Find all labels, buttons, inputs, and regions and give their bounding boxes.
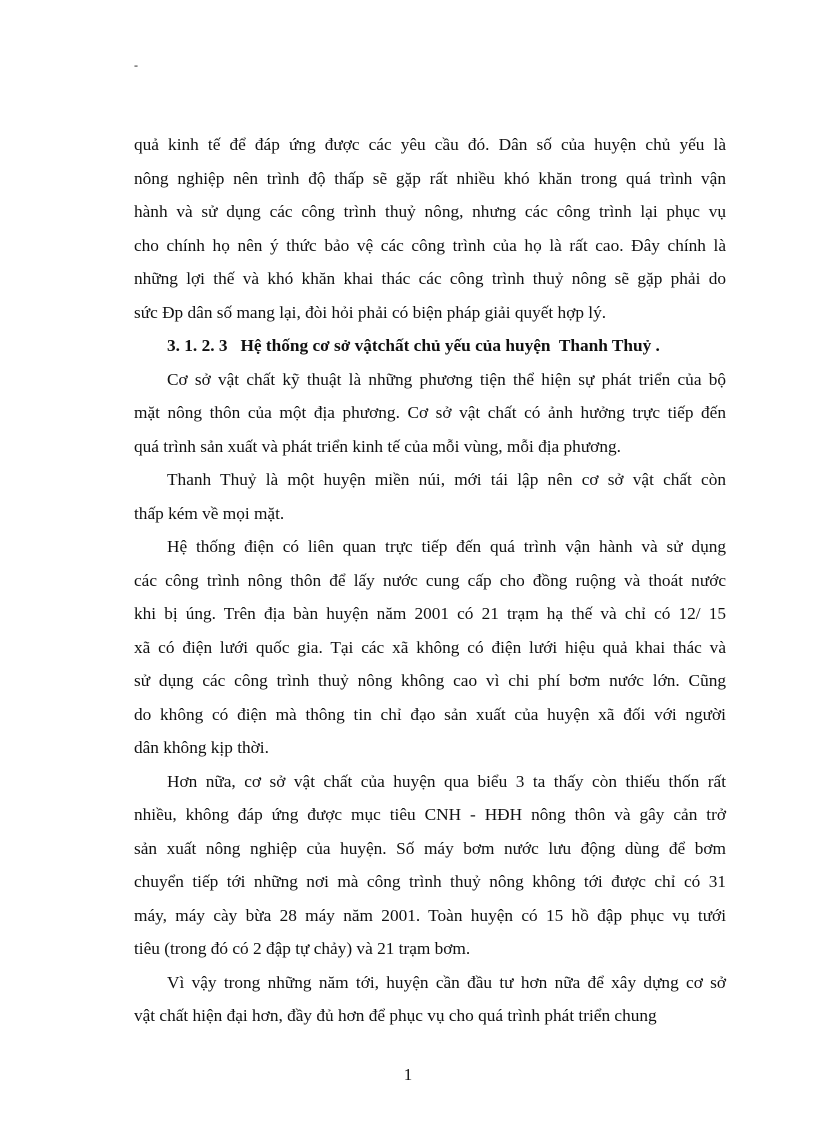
text-line: Hệ thống điện có liên quan trực tiếp đến quá trình vận hành và sử dụng bbox=[167, 537, 726, 556]
page-number: 1 bbox=[403, 1065, 413, 1084]
text-line: thấp kém về mọi mặt. bbox=[134, 503, 285, 523]
text-line: sản xuất nông nghiệp của huyện. Số máy bơm nước lưu động dùng để bơm bbox=[134, 838, 726, 858]
text-line: những lợi thế và khó khăn khai thác các công trình thuỷ nông sẽ gặp phải do bbox=[134, 269, 726, 288]
text-line: do không có điện mà thông tin chỉ đạo sản xuất của huyện xã đối với người bbox=[134, 704, 726, 724]
text-line: quả kinh tế để đáp ứng được các yêu cầu đó. Dân số của huyện chủ yếu là bbox=[134, 135, 726, 154]
section-heading: 3. 1. 2. 3 Hệ thống cơ sở vậtchất chủ yếu của huyện Thanh Thuỷ . bbox=[167, 336, 660, 355]
text-line: nông nghiệp nên trình độ thấp sẽ gặp rất nhiều khó khăn trong quá trình vận bbox=[134, 168, 726, 188]
text-line: dân không kịp thời. bbox=[134, 738, 269, 757]
text-line: sức Đp dân số mang lại, đòi hỏi phải có biện pháp giải quyết hợp lý. bbox=[134, 302, 607, 322]
text-line: cho chính họ nên ý thức bảo vệ các công trình của họ là rất cao. Đây chính là bbox=[134, 235, 726, 255]
header-mark: - bbox=[134, 58, 138, 72]
text-line: khi bị úng. Trên địa bàn huyện năm 2001 có 21 trạm hạ thế và chỉ có 12/ 15 bbox=[134, 604, 726, 623]
text-line: các công trình nông thôn để lấy nước cung cấp cho đồng ruộng và thoát nước bbox=[134, 570, 726, 590]
text-line: Hơn nữa, cơ sở vật chất của huyện qua biểu 3 ta thấy còn thiếu thốn rất bbox=[167, 771, 726, 791]
text-line: chuyển tiếp tới những nơi mà công trình thuỷ nông không tới được chỉ có 31 bbox=[134, 872, 726, 891]
text-line: mặt nông thôn của một địa phương. Cơ sở vật chất có ảnh hưởng trực tiếp đến bbox=[134, 403, 726, 422]
text-line: tiêu (trong đó có 2 đập tự chảy) và 21 trạm bơm. bbox=[134, 939, 471, 958]
text-line: máy, máy cày bừa 28 máy năm 2001. Toàn huyện có 15 hồ đập phục vụ tưới bbox=[134, 905, 726, 925]
body-text bbox=[134, 128, 726, 1033]
text-line: nhiều, không đáp ứng được mục tiêu CNH - HĐH nông thôn và gây cản trở bbox=[134, 805, 726, 824]
text-line: Vì vậy trong những năm tới, huyện cần đầu tư hơn nữa để xây dựng cơ sở bbox=[167, 972, 726, 992]
text-line: Cơ sở vật chất kỹ thuật là những phương tiện thể hiện sự phát triển của bộ bbox=[167, 369, 726, 389]
text-line: vật chất hiện đại hơn, đầy đủ hơn để phục vụ cho quá trình phát triển chung bbox=[134, 1006, 657, 1025]
text-line: xã có điện lưới quốc gia. Tại các xã không có điện lưới hiệu quả khai thác và bbox=[134, 637, 726, 657]
text-line: hành và sử dụng các công trình thuỷ nông, nhưng các công trình lại phục vụ bbox=[134, 202, 726, 221]
text-line: sử dụng các công trình thuỷ nông không cao vì chi phí bơm nước lớn. Cũng bbox=[134, 671, 726, 690]
text-line: Thanh Thuỷ là một huyện miền núi, mới tái lập nên cơ sở vật chất còn bbox=[167, 470, 726, 489]
text-line: quá trình sản xuất và phát triển kinh tế của mỗi vùng, mỗi địa phương. bbox=[134, 436, 621, 456]
